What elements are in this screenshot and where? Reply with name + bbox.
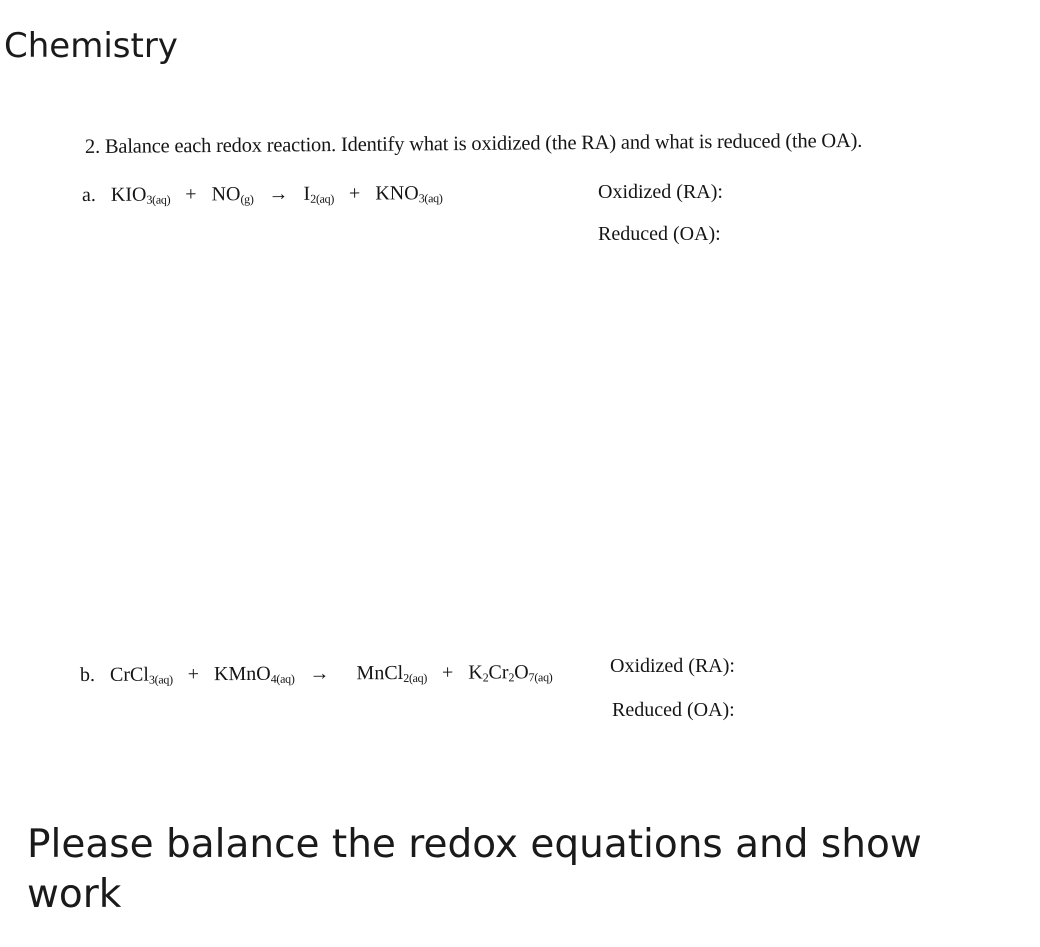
- plus-sign: +: [187, 663, 200, 686]
- equation-a-oxidized-label: Oxidized (RA):: [598, 181, 723, 203]
- page-title: Chemistry: [4, 26, 178, 66]
- equation-a-reactant-2: $NO_{(g)}$: [211, 183, 254, 207]
- equation-b-reactant-2: KMnO$_{4(aq)}$: [213, 662, 295, 686]
- equation-b-reduced-label: Reduced (OA):: [612, 699, 735, 721]
- plus-sign: +: [185, 183, 197, 206]
- equation-b-oxidized-label: Oxidized (RA):: [610, 655, 735, 677]
- equation-a-product-1: $I_{2(aq)}$: [303, 182, 335, 206]
- equation-b-product-2: $K_2Cr_2O_{7(aq)}$: [468, 661, 553, 685]
- user-request: Please balance the redox equations and show work: [27, 822, 922, 917]
- equation-a-product-2: $KNO_{3(aq)}$: [375, 182, 443, 206]
- equation-b-marker: b.: [79, 663, 96, 686]
- equation-a-marker: a.: [81, 183, 96, 206]
- question-prompt: 2. Balance each redox reaction. Identify what is oxidized (the RA) and what is reduced (the OA).: [84, 129, 863, 158]
- reaction-arrow: →: [268, 182, 289, 206]
- plus-sign: +: [441, 661, 454, 684]
- equation-b-product-1: MnCl$_{2(aq)}$: [356, 662, 428, 686]
- equation-a-reduced-label: Reduced (OA):: [598, 223, 721, 245]
- equation-a: [82, 182, 443, 208]
- plus-sign: +: [348, 182, 361, 205]
- equation-a-reactant-1: $KIO_{3(aq)}$: [110, 183, 171, 207]
- reaction-arrow: →: [309, 662, 330, 685]
- equation-b: [80, 661, 553, 688]
- equation-b-reactant-1: CrCl$_{3(aq)}$: [109, 663, 173, 687]
